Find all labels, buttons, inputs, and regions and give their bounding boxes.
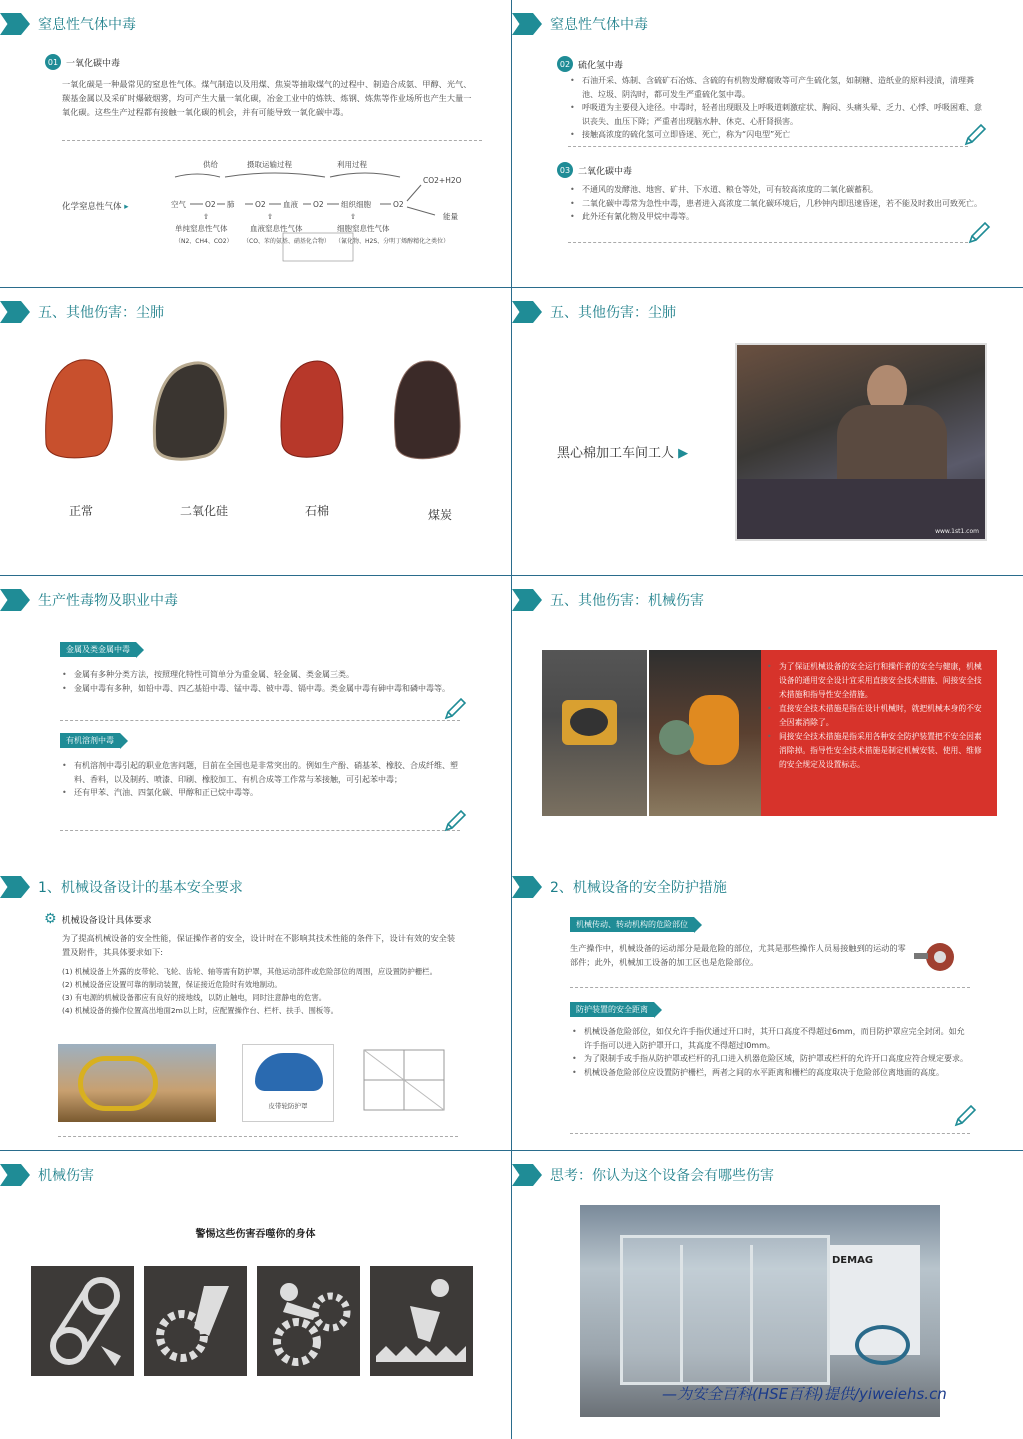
machine-photo: [542, 650, 647, 816]
slide-title: 五、其他伤害：机械伤害: [550, 593, 704, 609]
photo-caption: 黑心棉加工车间工人 ▶: [557, 446, 689, 461]
chevron-icon: [0, 589, 30, 611]
svg-text:O2: O2: [313, 200, 324, 209]
section-label: 一氧化碳中毒: [66, 58, 121, 69]
warning-caption: 警惕这些伤害吞噬你的身体: [195, 1229, 316, 1240]
pen-icon: [966, 220, 992, 246]
coal-lung-image: [395, 361, 461, 459]
svg-text:组织细胞: 组织细胞: [341, 200, 371, 209]
svg-text:⇧: ⇧: [203, 212, 210, 221]
lung-label: 煤炭: [427, 508, 452, 522]
pen-icon: [962, 122, 988, 148]
section-label: 硫化氢中毒: [578, 60, 624, 71]
lung-label: 石棉: [304, 504, 329, 518]
slide-title: 五、其他伤害：尘肺: [550, 305, 676, 321]
slide-h2s-co2-poisoning[interactable]: [512, 0, 1023, 287]
body-text: 一氧化碳是一种最常见的窒息性气体。煤气制造以及用煤、焦炭等抽取煤气的过程中、制造合成氨、甲醇、光气、羰基金属以及采矿时爆破烟雾，均可产生大量一氧化碳，冶金工业中的炼铁、炼钢、炼焦等作业场所也产生大量一氧化碳。这些生产过程都有接触一氧化碳的机会，并有可能导致一氧化碳中毒。: [62, 79, 472, 117]
section-tag: 防护装置的安全距离: [570, 1002, 654, 1017]
svg-text:O2: O2: [393, 200, 404, 209]
divider: [60, 830, 460, 831]
svg-text:（CO、苯的氨基、硝基化合物）: （CO、苯的氨基、硝基化合物）: [243, 238, 330, 245]
section-number: 03: [557, 162, 573, 178]
divider: [58, 1136, 458, 1137]
slide-title: 1、机械设备设计的基本安全要求: [38, 880, 243, 896]
slide-title: 机械伤害: [38, 1168, 94, 1184]
footer-watermark: —为安全百科(HSE百科)提供/yiweiehs.cn: [662, 1385, 947, 1403]
image-caption: 皮带轮防护罩: [268, 1102, 308, 1110]
diagram-top-label: 利用过程: [337, 160, 367, 169]
list-item: • 为了保证机械设备的安全运行和操作者的安全与健康，机械设备的通用安全设计宜采用直接安全技术措施、间接安全技术措施和指导性安全措施。: [765, 660, 987, 702]
pen-icon: [952, 1103, 978, 1129]
section-number: 01: [45, 54, 61, 70]
list-item: • 接触高浓度的硫化氢可立即昏迷、死亡，称为“闪电型”死亡: [568, 128, 988, 142]
divider: [570, 987, 970, 988]
section-heading: [557, 56, 623, 72]
list-item: • 呼吸道为主要侵入途径。中毒时，轻者出现眼及上呼吸道刺激症状、胸闷、头痛头晕、乏力、心悸、呼吸困难、意识丧失、血压下降；严重者出现脑水肿、休克、心肝肾损害。: [568, 101, 988, 128]
lung-label: 正常: [68, 504, 93, 518]
list-item: • 金属中毒有多种，如铅中毒、四乙基铅中毒、锰中毒、铍中毒、镉中毒。类金属中毒有砷中毒和磷中毒等。: [60, 682, 460, 696]
chevron-icon: [0, 876, 30, 898]
slide-mechanical-injury[interactable]: [512, 576, 1023, 863]
gear-crush-sign-icon: [144, 1266, 247, 1376]
divider: [60, 720, 460, 721]
section-label: 机械设备设计具体要求: [61, 915, 152, 926]
slide-header: [512, 588, 704, 612]
gear-icon: ⚙: [44, 911, 57, 927]
silica-lung-image: [154, 363, 225, 459]
svg-text:O2: O2: [255, 200, 266, 209]
slide-header: [512, 1163, 774, 1187]
list-item: • 二氧化碳中毒常为急性中毒，患者进入高浓度二氧化碳环境后，几秒钟内即迅速昏迷，若不能及时救出可致死亡。: [568, 197, 988, 211]
bullet-list: [570, 1025, 970, 1079]
belt-guard-image: [242, 1044, 334, 1122]
slide-hazard-signs[interactable]: [0, 1151, 511, 1438]
slide-think-equipment[interactable]: [512, 1151, 1023, 1438]
svg-text:（氰化物、H2S、分明丁烯醇精化之类位）: （氰化物、H2S、分明丁烯醇精化之类位）: [335, 238, 450, 245]
requirement-item: (2) 机械设备应设置可靠的制动装置，保证接近危险时有效地制动。: [62, 980, 282, 989]
slide-title: 窒息性气体中毒: [38, 17, 136, 33]
slide-header: [512, 300, 676, 324]
slide-title: 五、其他伤害：尘肺: [38, 305, 164, 321]
list-item: • 金属有多种分类方法，按照理化特性可简单分为重金属、轻金属、类金属三类。: [60, 668, 460, 682]
machine-photo: [649, 650, 761, 816]
body-text: 生产操作中，机械设备的运动部分是最危险的部位，尤其是那些操作人员易接触到的运动的零部件；此外，机械加工设备的加工区也是危险部位。: [570, 943, 906, 967]
svg-text:能量: 能量: [443, 212, 458, 221]
chevron-icon: [0, 301, 30, 323]
section-heading: [45, 54, 120, 70]
list-item: • 为了限制手或手指从防护罩或栏杆的孔口进入机器危险区域，防护罩或栏杆的允许开口高度应符合规定要求。: [570, 1052, 970, 1066]
requirement-item: (1) 机械设备上外露的皮带轮、飞轮、齿轮、轴等需有防护罩，其他运动部件或危险部位的周围，应设置防护栅栏。: [62, 967, 437, 976]
gas-flow-diagram: [165, 155, 475, 265]
chevron-icon: [512, 589, 542, 611]
pen-icon: [442, 696, 468, 722]
chevron-icon: [0, 1164, 30, 1186]
svg-text:⇧: ⇧: [267, 212, 274, 221]
divider: [568, 242, 968, 243]
divider: [62, 140, 482, 141]
slide-title: 2、机械设备的安全防护措施: [550, 880, 727, 896]
svg-text:O2: O2: [205, 200, 216, 209]
section-label: 二氧化碳中毒: [578, 166, 633, 177]
list-item: • 机械设备危险部位应设置防护栅栏，两者之间的水平距离和栅栏的高度取决于危险部位离地面的高度。: [570, 1066, 970, 1080]
chevron-icon: [0, 13, 30, 35]
body-text: 为了提高机械设备的安全性能，保证操作者的安全，设计时在不影响其技术性能的条件下，设计有效的安全装置及附件，其具体要求如下:: [62, 933, 456, 957]
photo-watermark: www.1st1.com: [935, 528, 979, 535]
diagram-top-label: 摄取运输过程: [247, 160, 292, 169]
svg-text:CO2+H2O: CO2+H2O: [423, 176, 462, 185]
svg-text:（N2、CH4、CO2）: （N2、CH4、CO2）: [175, 238, 233, 245]
list-item: • 此外还有氰化物及甲烷中毒等。: [568, 210, 988, 224]
worker-photo: [735, 343, 987, 541]
list-item: • 石油开采、炼制、含硫矿石冶炼、含硫的有机物发酵腐败等可产生硫化氢，如制糖、造纸业的原料浸渍，清理粪池、垃圾、阴沟时，都可发生严重硫化氢中毒。: [568, 74, 988, 101]
brand-label: DEMAG: [832, 1255, 874, 1266]
slide-protection-measures[interactable]: [512, 863, 1023, 1150]
svg-text:血液窒息性气体: 血液窒息性气体: [250, 224, 303, 233]
section-tag: 有机溶剂中毒: [60, 733, 120, 748]
chevron-icon: [512, 876, 542, 898]
divider: [568, 146, 968, 147]
info-panel: [761, 650, 997, 816]
list-item: • 机械设备危险部位，如仅允许手指伏通过开口时，其开口高度不得超过6mm，而目防护罩应完全封闭。如允许手指可以进入防护罩开口，其高度不得超过l0mm。: [570, 1025, 970, 1052]
slide-pneumoconiosis-lungs[interactable]: [0, 288, 511, 575]
slide-title: 生产性毒物及职业中毒: [38, 593, 178, 609]
list-item: • 间接安全技术措施是指采用各种安全防护装置把不安全因素消除掉。指导性安全技术措施是制定机械安装、使用、维修的安全规定及设置标志。: [765, 730, 987, 772]
list-item: • 不通风的发酵池、地窖、矿井、下水道、粮仓等处，可有较高浓度的二氧化碳蓄积。: [568, 183, 988, 197]
slide-header: [512, 12, 648, 36]
slide-header: [0, 875, 243, 899]
slide-header: [0, 1163, 94, 1187]
chevron-icon: [512, 13, 542, 35]
normal-lung-image: [46, 360, 113, 458]
slide-header: [0, 300, 164, 324]
list-item: • 有机溶剂中毒引起的职业危害问题，目前在全国也是非常突出的。例如生产酚、硝基苯、橡胶、合成纤维、塑料、香料，以及制药、喷漆、印刷、橡胶加工、有机合成等工作常与苯接触，可引起苯中毒；: [60, 759, 460, 786]
svg-text:空气: 空气: [171, 200, 186, 209]
bullet-list: [60, 759, 460, 800]
slide-title: 思考：你认为这个设备会有哪些伤害: [550, 1168, 774, 1184]
fall-hazard-sign-icon: [370, 1266, 473, 1376]
lung-illustrations: [40, 356, 480, 466]
slide-header: [0, 12, 136, 36]
section-tag: 金属及类金属中毒: [60, 642, 136, 657]
diagram-top-label: 供给: [203, 160, 218, 169]
slide-title: 窒息性气体中毒: [550, 17, 648, 33]
slide-co-poisoning[interactable]: [0, 0, 511, 287]
slide-cotton-worker[interactable]: [512, 288, 1023, 575]
asbestos-lung-image: [281, 361, 343, 457]
chevron-icon: [512, 301, 542, 323]
svg-text:血液: 血液: [283, 200, 298, 209]
svg-text:⇧: ⇧: [350, 212, 357, 221]
scaffold-image: [358, 1044, 450, 1122]
slide-design-requirements[interactable]: [0, 863, 511, 1150]
requirement-item: (3) 有电源的机械设备都应有良好的接地线，以防止触电，同时注意静电的危害。: [62, 993, 327, 1002]
requirements-list: [62, 965, 462, 1017]
bullet-list: [568, 74, 988, 142]
list-item: • 还有甲苯、汽油、四氯化碳、甲醇和正已烷中毒等。: [60, 786, 460, 800]
slide-header: [0, 588, 178, 612]
belt-entanglement-sign-icon: [31, 1266, 134, 1376]
section-heading: [44, 911, 152, 927]
slide-occupational-poisoning[interactable]: [0, 576, 511, 863]
svg-text:单纯窒息性气体: 单纯窒息性气体: [175, 224, 228, 233]
lung-label: 二氧化硅: [179, 504, 228, 518]
slide-header: [512, 875, 727, 899]
list-item: • 直接安全技术措施是指在设计机械时，就把机械本身的不安全因素消除了。: [765, 702, 987, 730]
diagram-left-label: 化学窒息性气体 ▸: [62, 202, 129, 212]
bullet-list: [60, 668, 460, 695]
svg-text:细胞窒息性气体: 细胞窒息性气体: [337, 224, 390, 233]
pen-icon: [442, 808, 468, 834]
divider: [570, 1133, 970, 1134]
bullet-list: [568, 183, 988, 224]
gear-machine-image: [912, 933, 962, 977]
requirement-item: (4) 机械设备的操作位置高出地面2m以上时，应配置操作台、栏杆、扶手、围板等。: [62, 1006, 339, 1015]
section-heading: [557, 162, 632, 178]
pulley-machine-photo: [58, 1044, 216, 1122]
section-number: 02: [557, 56, 573, 72]
section-tag: 机械传动、转动机构的危险部位: [570, 917, 694, 932]
gear-hand-sign-icon: [257, 1266, 360, 1376]
svg-text:肺: 肺: [227, 200, 235, 209]
chevron-icon: [512, 1164, 542, 1186]
